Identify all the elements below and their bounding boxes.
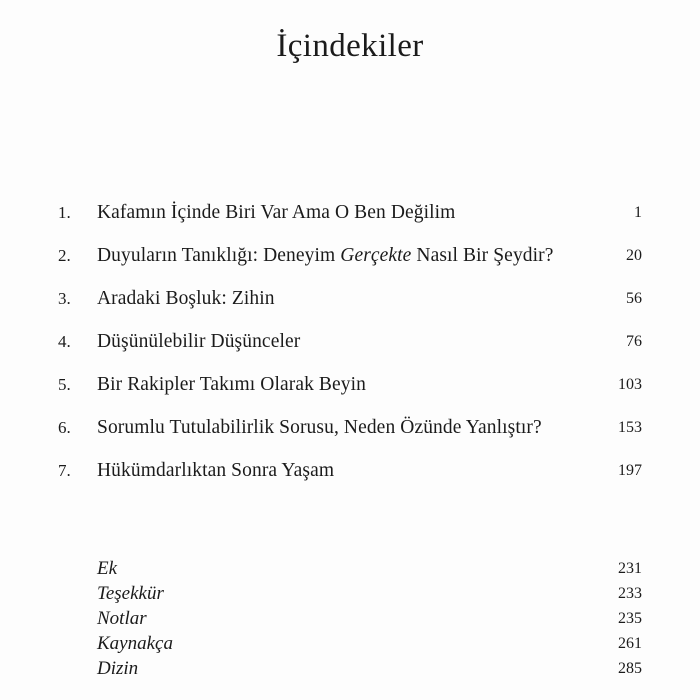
toc-entry-page-number: 76 <box>626 333 642 350</box>
toc-entry-number: 4. <box>58 332 71 351</box>
toc-entry[interactable] <box>58 329 642 355</box>
backmatter-entry[interactable] <box>58 606 642 631</box>
toc-entry-page-number: 1 <box>634 204 642 221</box>
toc-entry-page-number: 103 <box>618 376 642 393</box>
backmatter-entry-page-number: 261 <box>618 635 642 652</box>
toc-entry[interactable] <box>58 286 642 312</box>
toc-entry[interactable] <box>58 372 642 398</box>
backmatter-entry-title: Ek <box>97 558 118 579</box>
backmatter-entry-title: Notlar <box>97 608 147 629</box>
backmatter-entry-title: Kaynakça <box>97 633 173 654</box>
backmatter-list <box>58 556 642 681</box>
toc-entry-number: 5. <box>58 375 71 394</box>
chapter-list <box>58 200 642 484</box>
toc-entry-title: Hükümdarlıktan Sonra Yaşam <box>97 460 335 481</box>
toc-entry[interactable] <box>58 243 642 269</box>
backmatter-entry[interactable] <box>58 656 642 681</box>
toc-entry-title: Sorumlu Tutulabilirlik Sorusu, Neden Özünde Yanlıştır? <box>97 417 542 438</box>
toc-entry-title: Aradaki Boşluk: Zihin <box>97 288 275 309</box>
toc-entry-title: Düşünülebilir Düşünceler <box>97 331 301 352</box>
toc-entry-number: 3. <box>58 289 71 308</box>
backmatter-entry-page-number: 235 <box>618 610 642 627</box>
page-title: İçindekiler <box>276 28 424 65</box>
toc-entry-page-number: 20 <box>626 247 642 264</box>
toc-entry-number: 6. <box>58 418 71 437</box>
toc-entry-title-emphasis: Gerçekte <box>340 245 412 266</box>
backmatter-entry[interactable] <box>58 631 642 656</box>
toc-entry-number: 2. <box>58 246 71 265</box>
toc-entry[interactable] <box>58 458 642 484</box>
toc-entry[interactable] <box>58 415 642 441</box>
backmatter-entry[interactable] <box>58 556 642 581</box>
toc-entry-number: 7. <box>58 461 71 480</box>
backmatter-entry-page-number: 285 <box>618 660 642 677</box>
toc-entry[interactable] <box>58 200 642 226</box>
toc-entry-page-number: 197 <box>618 462 642 479</box>
backmatter-entry-title: Dizin <box>97 658 139 679</box>
toc-entry-title: Bir Rakipler Takımı Olarak Beyin <box>97 374 367 395</box>
toc-entry-number: 1. <box>58 203 71 222</box>
backmatter-entry-title: Teşekkür <box>97 583 164 604</box>
toc-entry-page-number: 56 <box>626 290 642 307</box>
backmatter-entry[interactable] <box>58 581 642 606</box>
toc-entry-page-number: 153 <box>618 419 642 436</box>
toc-entry-title: Kafamın İçinde Biri Var Ama O Ben Değilim <box>97 202 456 223</box>
backmatter-entry-page-number: 231 <box>618 560 642 577</box>
toc-entry-title: Duyuların Tanıklığı: Deneyim Gerçekte Nasıl Bir Şeydir? <box>97 245 554 266</box>
backmatter-entry-page-number: 233 <box>618 585 642 602</box>
